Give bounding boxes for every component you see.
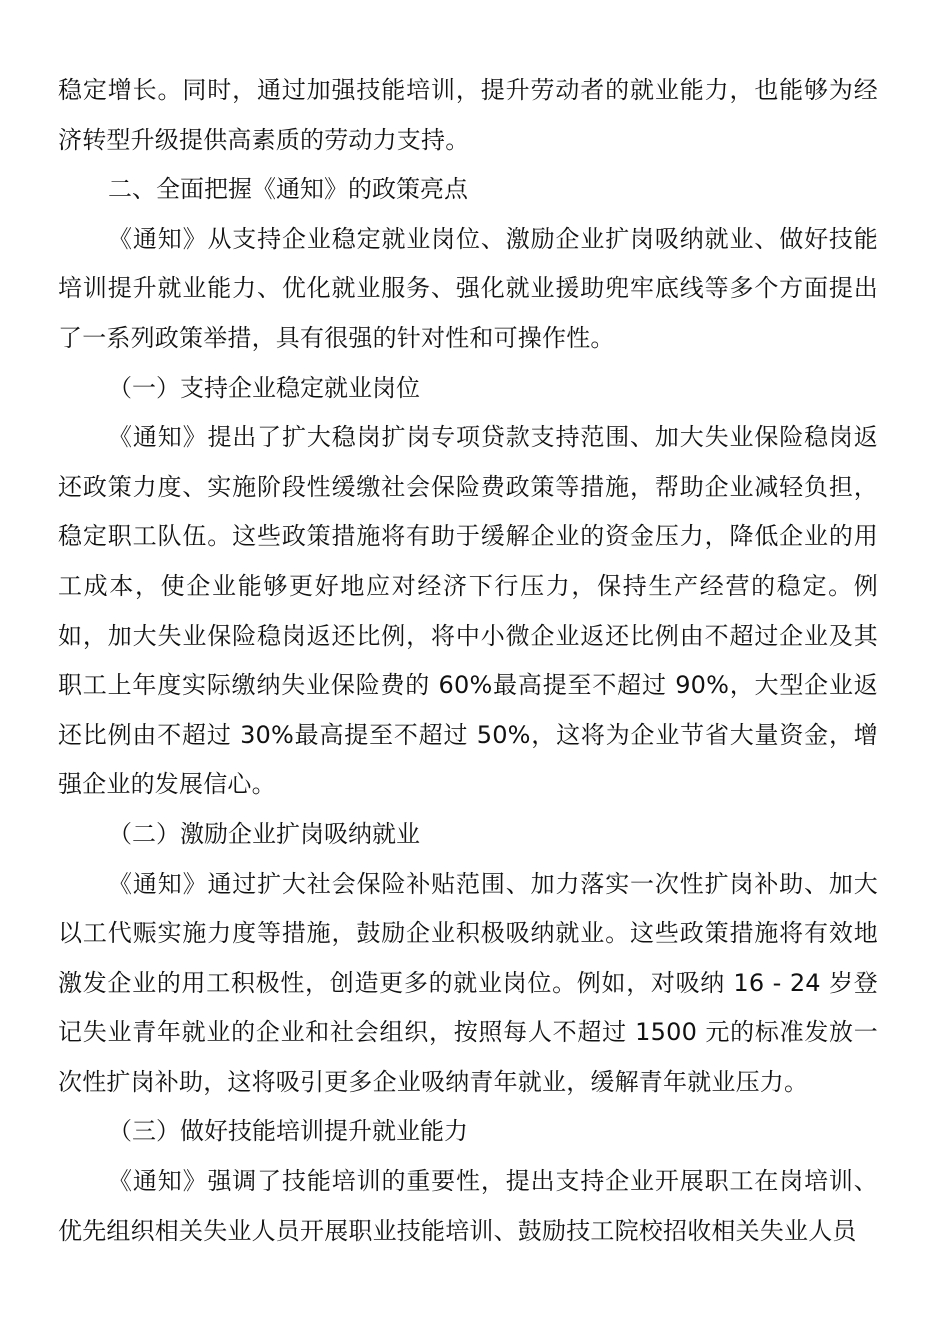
paragraph-expand-hiring: 《通知》通过扩大社会保险补贴范围、加力落实一次性扩岗补助、加大以工代赈实施力度等措施，鼓励企业积极吸纳就业。这些政策措施将有效地激发企业的用工积极性，创造更多的就业岗位。例如，对吸纳 16 - 24 岁登记失业青年就业的企业和社会组织，按照每人不超过 1500 元的标准发放一次性扩岗补助，这将吸引更多企业吸纳青年就业，缓解青年就业压力。	[58, 869, 878, 1096]
section-heading-policy-highlights: 二、全面把握《通知》的政策亮点	[108, 175, 468, 204]
subheading-stabilize-jobs: （一）支持企业稳定就业岗位	[108, 373, 420, 402]
paragraph-stabilize-jobs: 《通知》提出了扩大稳岗扩岗专项贷款支持范围、加大失业保险稳岗返还政策力度、实施阶段性缓缴社会保险费政策等措施，帮助企业减轻负担，稳定职工队伍。这些政策措施将有助于缓解企业的资金压力，降低企业的用工成本，使企业能够更好地应对经济下行压力，保持生产经营的稳定。例如，加大失业保险稳岗返还比例，将中小微企业返还比例由不超过企业及其职工上年度实际缴纳失业保险费的 60%最高提至不超过 90%，大型企业返还比例由不超过 30%最高提至不超过 50%，这将为企业节省大量资金，增强企业的发展信心。	[58, 423, 878, 799]
paragraph-skills-training: 《通知》强调了技能培训的重要性，提出支持企业开展职工在岗培训、优先组织相关失业人员开展职业技能培训、鼓励技工院校招收相关失业人员	[58, 1167, 878, 1245]
paragraph-continuation: 稳定增长。同时，通过加强技能培训，提升劳动者的就业能力，也能够为经济转型升级提供高素质的劳动力支持。	[58, 76, 878, 154]
paragraph-policy-overview: 《通知》从支持企业稳定就业岗位、激励企业扩岗吸纳就业、做好技能培训提升就业能力、优化就业服务、强化就业援助兜牢底线等多个方面提出了一系列政策举措，具有很强的针对性和可操作性。	[58, 224, 878, 352]
subheading-expand-hiring: （二）激励企业扩岗吸纳就业	[108, 819, 420, 848]
document-page	[58, 66, 878, 1256]
subheading-skills-training: （三）做好技能培训提升就业能力	[108, 1117, 468, 1146]
